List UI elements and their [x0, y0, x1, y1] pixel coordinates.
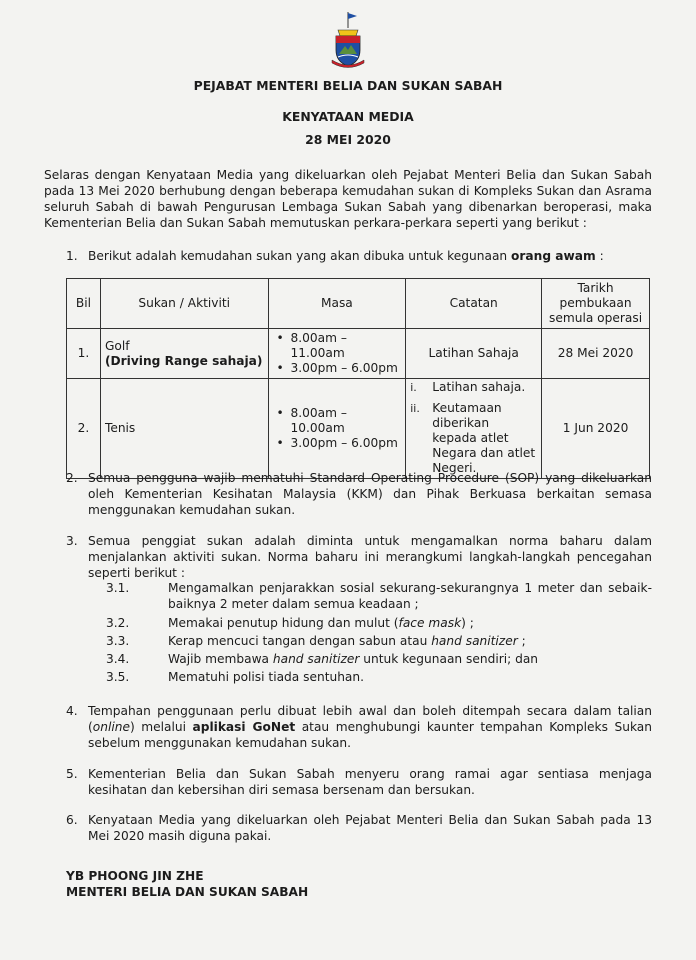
row-1-masa-slot: • 3.00pm – 6.00pm: [289, 361, 402, 376]
row-1-catatan: Latihan Sahaja: [406, 329, 542, 379]
row-2-masa-slot: • 3.00pm – 6.00pm: [289, 436, 402, 451]
facilities-table: [66, 278, 650, 479]
sub-item-lead: Memakai penutup hidung dan mulut (: [168, 616, 399, 630]
sub-item-lead: Kerap mencuci tangan dengan sabun atau: [168, 634, 432, 648]
table-header-row: [67, 279, 650, 329]
item-1-tail: :: [595, 249, 604, 263]
item-4-tail: atau menghubungi kaunter tempahan Kompleks Sukan sebelum menggunakan kemudahan sukan.: [88, 720, 652, 750]
sub-item-tail: ;: [517, 634, 526, 648]
sub-item-number: 3.3.: [106, 634, 130, 648]
sub-item-text: [168, 633, 652, 649]
item-4-number: 4.: [66, 704, 78, 718]
office-title: PEJABAT MENTERI BELIA DAN SUKAN SABAH: [193, 78, 503, 93]
signatory-name: YB PHOONG JIN ZHE: [66, 869, 204, 883]
item-4-text: [88, 703, 652, 751]
row-2-masa-slot: • 8.00am – 10.00am: [289, 406, 402, 436]
row-1-masa-slot: • 8.00am – 11.00am: [289, 331, 402, 361]
col-header-sukan: Sukan / Aktiviti: [100, 279, 268, 329]
row-2-catatan-item: [410, 401, 537, 476]
item-4-lead: Tempahan penggunaan perlu dibuat lebih awal dan boleh ditempah secara dalam talian (: [88, 704, 652, 734]
sub-item-italic: hand sanitizer: [272, 652, 360, 666]
catatan-text: Keutamaan diberikan kepada atlet Negara dan atlet Negeri.: [432, 401, 536, 475]
row-1-bil: 1.: [67, 329, 101, 379]
item-3-number: 3.: [66, 534, 78, 548]
sub-item-number: 3.4.: [106, 652, 130, 666]
row-1-sukan-note: (Driving Range sahaja): [104, 353, 263, 368]
row-2-tarikh: 1 Jun 2020: [542, 379, 650, 479]
item-1-emphasis: orang awam: [511, 249, 596, 263]
sub-item-lead: Wajib membawa: [168, 652, 273, 666]
sub-item-text: Mengamalkan penjarakkan sosial sekurang-sekurangnya 1 meter dan sebaik-baiknya 2 meter dalam semua keadaan ;: [168, 581, 652, 611]
row-2-sukan: Tenis: [100, 379, 268, 479]
sub-item-number: 3.1.: [106, 581, 130, 595]
roman-numeral: i.: [410, 381, 417, 394]
item-5-text: Kementerian Belia dan Sukan Sabah menyeru orang ramai agar sentiasa menjaga kesihatan dan kebersihan diri semasa bersenam dan bersukan.: [88, 767, 652, 797]
row-1-masa: [268, 329, 406, 379]
item-4-mid: ) melalui: [129, 720, 193, 734]
catatan-text: Latihan sahaja.: [432, 380, 526, 394]
item-4-emphasis: aplikasi GoNet: [192, 720, 296, 734]
document-date: 28 MEI 2020: [305, 132, 391, 147]
row-1-sukan-name: Golf: [104, 338, 130, 353]
item-1-lead: Berikut adalah kemudahan sukan yang akan dibuka untuk kegunaan: [88, 249, 512, 263]
item-1-text: [88, 248, 652, 264]
col-header-tarikh: Tarikh pembukaan semula operasi: [542, 279, 650, 329]
sub-item-text: [168, 651, 652, 667]
sub-item-text: [168, 615, 652, 631]
item-2-text: Semua pengguna wajib mematuhi Standard Operating Procedure (SOP) yang dikeluarkan oleh Kementerian Kesihatan Malaysia (KKM) dan Pihak Berkuasa berkaitan semasa menggunakan kemudahan sukan.: [88, 471, 652, 517]
sabah-crest-icon: [330, 10, 366, 70]
item-6-number: 6.: [66, 813, 78, 827]
row-2-catatan: [406, 379, 542, 479]
sub-item-tail: untuk kegunaan sendiri; dan: [359, 652, 539, 666]
item-4-italic: online: [92, 720, 130, 734]
intro-paragraph: Selaras dengan Kenyataan Media yang dikeluarkan oleh Pejabat Menteri Belia dan Sukan Sabah pada 13 Mei 2020 berhubung dengan beberapa kemudahan sukan di Kompleks Sukan dan Asrama seluruh Sabah di bawah Pengurusan Lembaga Sukan Sabah yang dibenarkan beroperasi, maka Kementerian Belia dan Sukan Sabah memutuskan perkara-perkara seperti yang berikut :: [44, 168, 652, 230]
signatory-title: MENTERI BELIA DAN SUKAN SABAH: [66, 885, 309, 899]
item-5-number: 5.: [66, 767, 78, 781]
row-1-sukan: [100, 329, 268, 379]
sub-item-italic: face mask: [398, 616, 462, 630]
col-header-bil: Bil: [67, 279, 101, 329]
item-2-number: 2.: [66, 471, 78, 485]
col-header-catatan: Catatan: [406, 279, 542, 329]
roman-numeral: ii.: [410, 402, 420, 415]
sub-item-italic: hand sanitizer: [431, 634, 518, 648]
table-row: [67, 329, 650, 379]
item-3-text: Semua penggiat sukan adalah diminta untuk mengamalkan norma baharu dalam menjalankan aktiviti sukan. Norma baharu ini merangkumi langkah-langkah pencegahan seperti berikut :: [88, 534, 652, 580]
row-2-catatan-item: [410, 380, 537, 395]
row-1-tarikh: 28 Mei 2020: [542, 329, 650, 379]
item-1-number: 1.: [66, 249, 78, 263]
row-2-bil: 2.: [67, 379, 101, 479]
document-type: KENYATAAN MEDIA: [282, 109, 414, 124]
row-2-masa: [268, 379, 406, 479]
sub-item-tail: ) ;: [461, 616, 474, 630]
table-row: [67, 379, 650, 479]
sub-item-number: 3.2.: [106, 616, 130, 630]
sub-item-number: 3.5.: [106, 670, 130, 684]
sub-item-text: Mematuhi polisi tiada sentuhan.: [168, 670, 364, 684]
item-6-text: Kenyataan Media yang dikeluarkan oleh Pejabat Menteri Belia dan Sukan Sabah pada 13 Mei 2020 masih diguna pakai.: [88, 813, 652, 843]
col-header-masa: Masa: [268, 279, 406, 329]
